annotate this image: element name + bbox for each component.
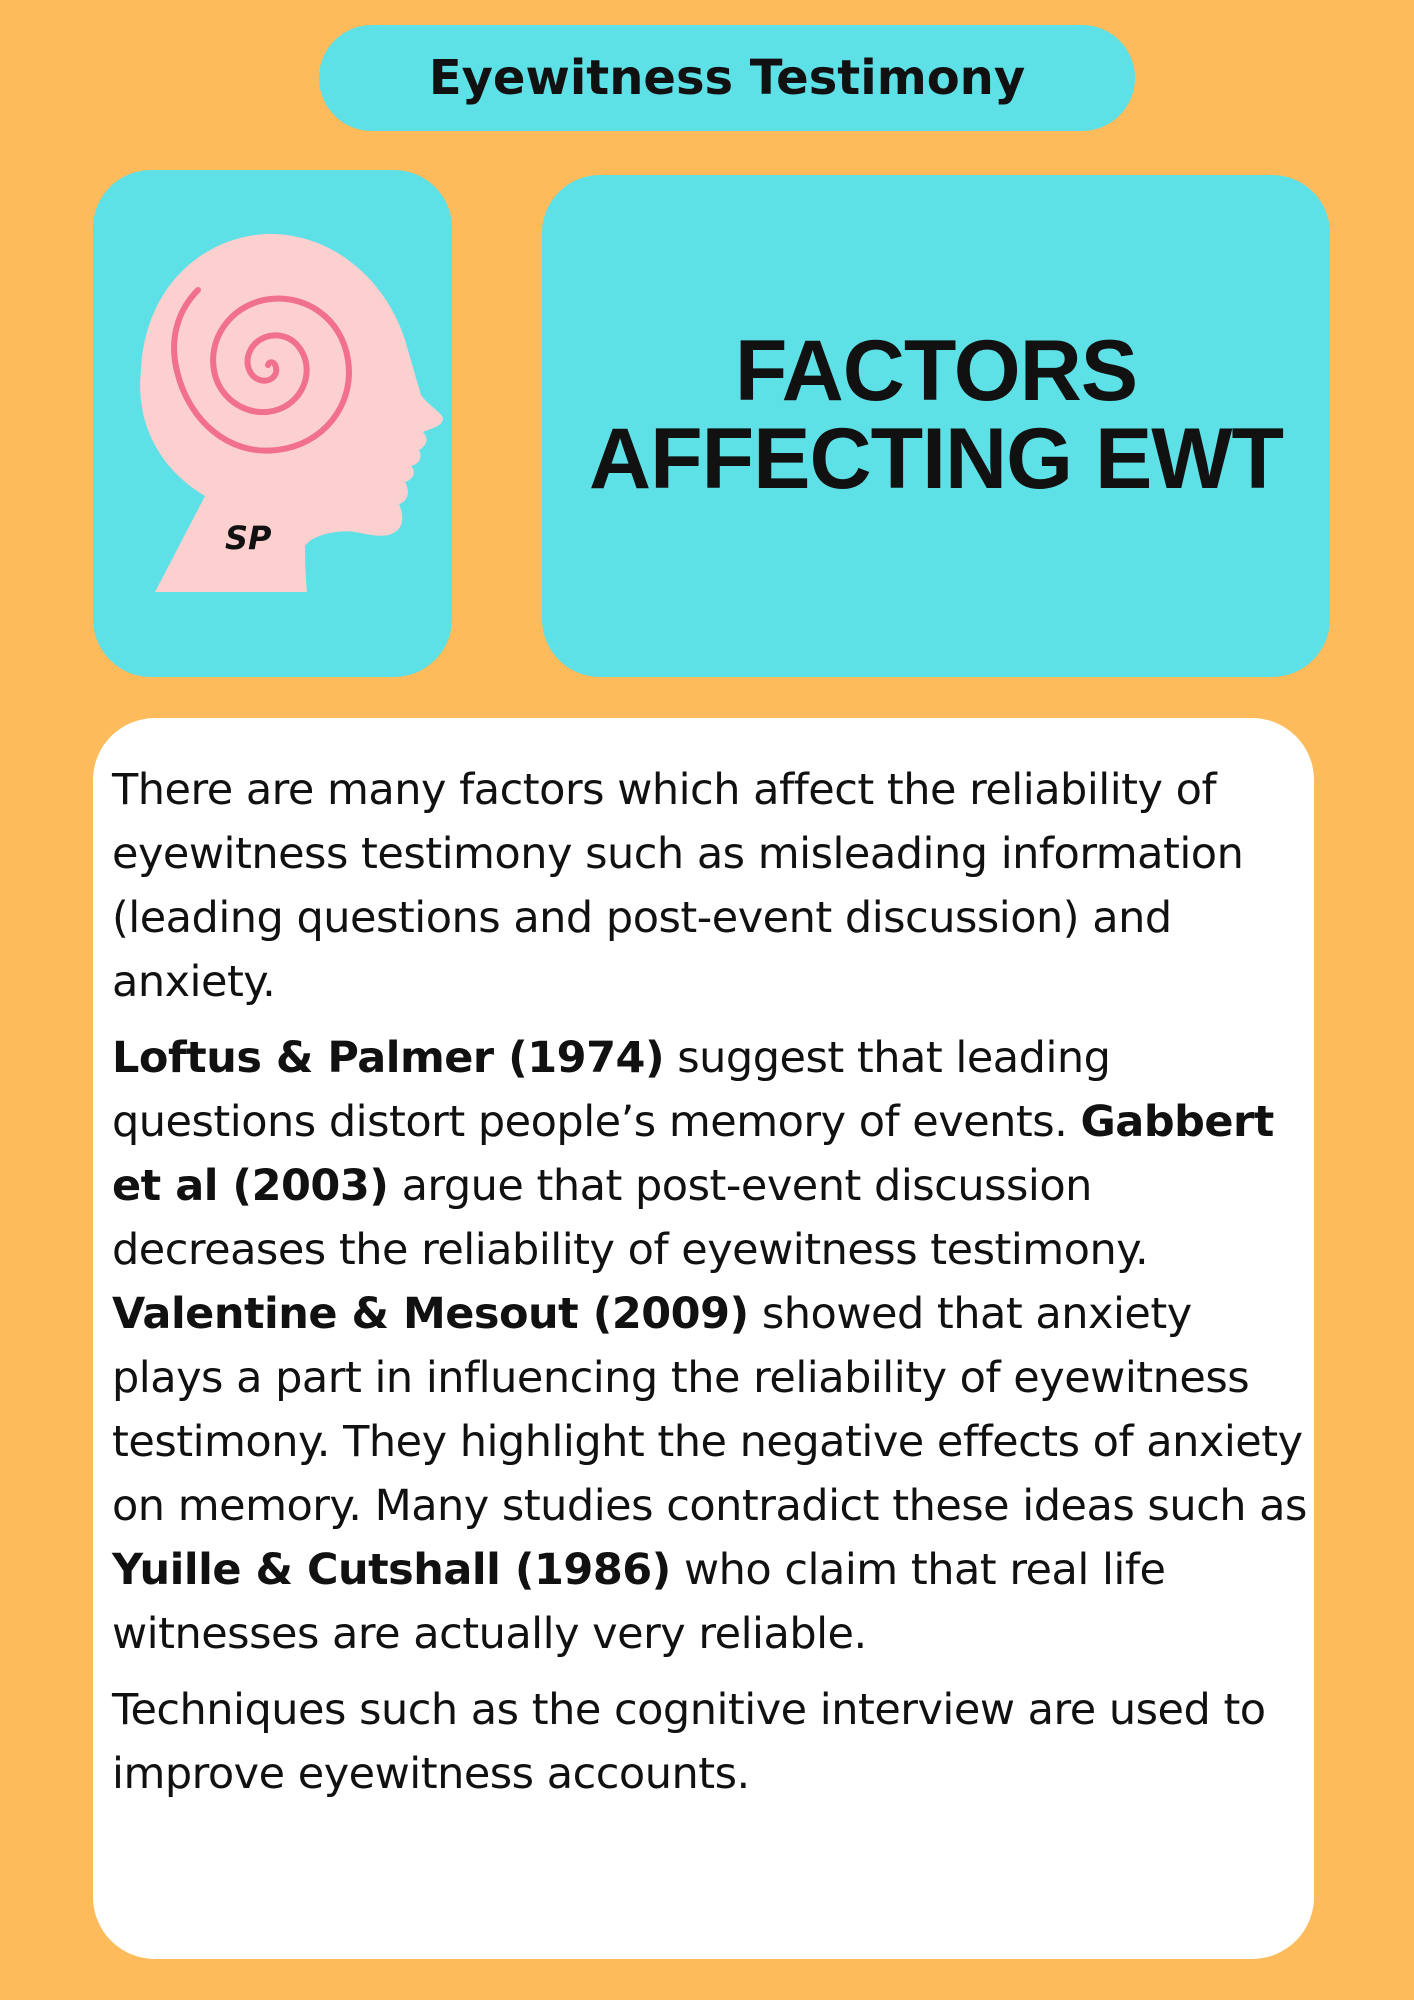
paragraph-text: who claim that real life witnesses are actually very reliable.	[112, 1545, 1166, 1659]
head-spiral-icon	[93, 170, 452, 677]
citation: Valentine & Mesout (2009)	[112, 1289, 749, 1339]
paragraph-techniques: Techniques such as the cognitive interview are used to improve eyewitness accounts.	[112, 1685, 1266, 1799]
title-pill	[319, 25, 1135, 131]
head-silhouette	[140, 234, 443, 592]
citation: Yuille & Cutshall (1986)	[112, 1545, 671, 1595]
body-panel	[93, 718, 1314, 1959]
paragraph-research	[112, 1026, 1312, 1666]
logo-initials: SP	[225, 519, 272, 557]
paragraph-text: showed that anxiety plays a part in influencing the reliability of eyewitness testimony. They highlight the negative effects of anxiety on memory. Many studies contradict these ideas such as	[112, 1289, 1307, 1531]
headline	[542, 323, 1330, 507]
headline-line-2: AFFECTING EWT	[588, 411, 1284, 507]
body-text	[112, 758, 1312, 1806]
page-title: Eyewitness Testimony	[428, 50, 1026, 106]
paragraph-intro: There are many factors which affect the reliability of eyewitness testimony such as misleading information (leading questions and post-event discussion) and anxiety.	[112, 765, 1244, 1007]
paragraph-text: suggest that leading questions distort people’s memory of events.	[112, 1033, 1111, 1147]
citation: Gabbert et al (2003)	[112, 1097, 1274, 1211]
logo-card	[93, 170, 452, 677]
paragraph-text: argue that post-event discussion decreases the reliability of eyewitness testimony.	[112, 1161, 1149, 1275]
headline-line-1: FACTORS	[734, 323, 1138, 419]
citation: Loftus & Palmer (1974)	[112, 1033, 665, 1083]
headline-card	[542, 175, 1330, 677]
